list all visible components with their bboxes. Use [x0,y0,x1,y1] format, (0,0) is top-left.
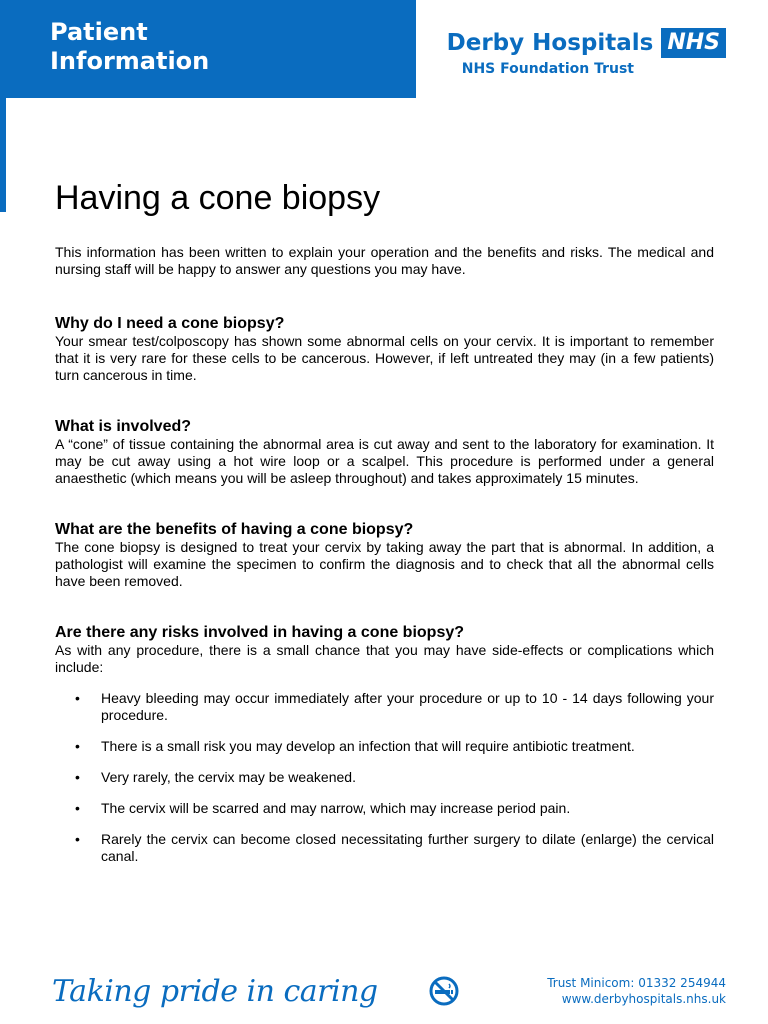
trust-name: Derby Hospitals [446,30,654,56]
bullet-icon: • [75,800,80,816]
list-item: • Heavy bleeding may occur immediately after your procedure or up to 10 - 14 days following your procedure. [75,690,714,723]
list-item: • Rarely the cervix can become closed necessitating further surgery to dilate (enlarge) the cervical canal. [75,831,714,864]
website-url: www.derbyhospitals.nhs.uk [561,992,726,1006]
list-item: • There is a small risk you may develop an infection that will require antibiotic treatment. [75,738,635,754]
section-body: A “cone” of tissue containing the abnormal area is cut away and sent to the laboratory for examination. It may be cut away using a hot wire loop or a scalpel. This procedure is performed under a general anaesthetic (which means you will be asleep throughout) and takes approximately 15 minutes. [55,436,714,486]
header-title-line1: Patient [50,18,148,46]
nhs-logo: NHS [661,28,726,58]
section-involved [55,417,714,487]
section-heading: Why do I need a cone biopsy? [55,315,285,332]
list-item: • Very rarely, the cervix may be weakened. [75,769,356,785]
section-body: As with any procedure, there is a small chance that you may have side-effects or complications which include: [55,642,714,675]
trust-logo [447,28,726,77]
bullet-icon: • [75,690,80,706]
footer-slogan: Taking pride in caring [52,974,378,1009]
minicom-number: Trust Minicom: 01332 254944 [547,976,726,990]
risk-list [55,690,714,865]
section-body: Your smear test/colposcopy has shown some abnormal cells on your cervix. It is important to remember that it is very rare for these cells to be cancerous. However, if left untreated they may (in a few patients) turn cancerous in time. [55,333,714,383]
section-heading: Are there any risks involved in having a cone biopsy? [55,624,465,641]
section-body: The cone biopsy is designed to treat your cervix by taking away the part that is abnormal. In addition, a pathologist will examine the specimen to confirm the diagnosis and to check that all the abnormal cells have been removed. [55,539,714,589]
header-title [50,18,209,76]
document-title: Having a cone biopsy [55,179,381,217]
document-body [55,178,714,879]
bullet-icon: • [75,769,80,785]
bullet-icon: • [75,738,80,754]
side-stripe [0,98,6,212]
no-smoking-icon [429,976,459,1006]
section-why [55,314,714,384]
section-heading: What is involved? [55,418,192,435]
trust-subtitle: NHS Foundation Trust [461,61,634,77]
section-benefits [55,520,714,590]
footer-contact [547,975,726,1007]
bullet-icon: • [75,831,80,847]
section-risks [55,623,714,865]
list-item: • The cervix will be scarred and may narrow, which may increase period pain. [75,800,571,816]
intro-paragraph: This information has been written to explain your operation and the benefits and risks. The medical and nursing staff will be happy to answer any questions you may have. [55,244,714,277]
header-title-line2: Information [50,47,210,75]
section-heading: What are the benefits of having a cone biopsy? [55,521,414,538]
